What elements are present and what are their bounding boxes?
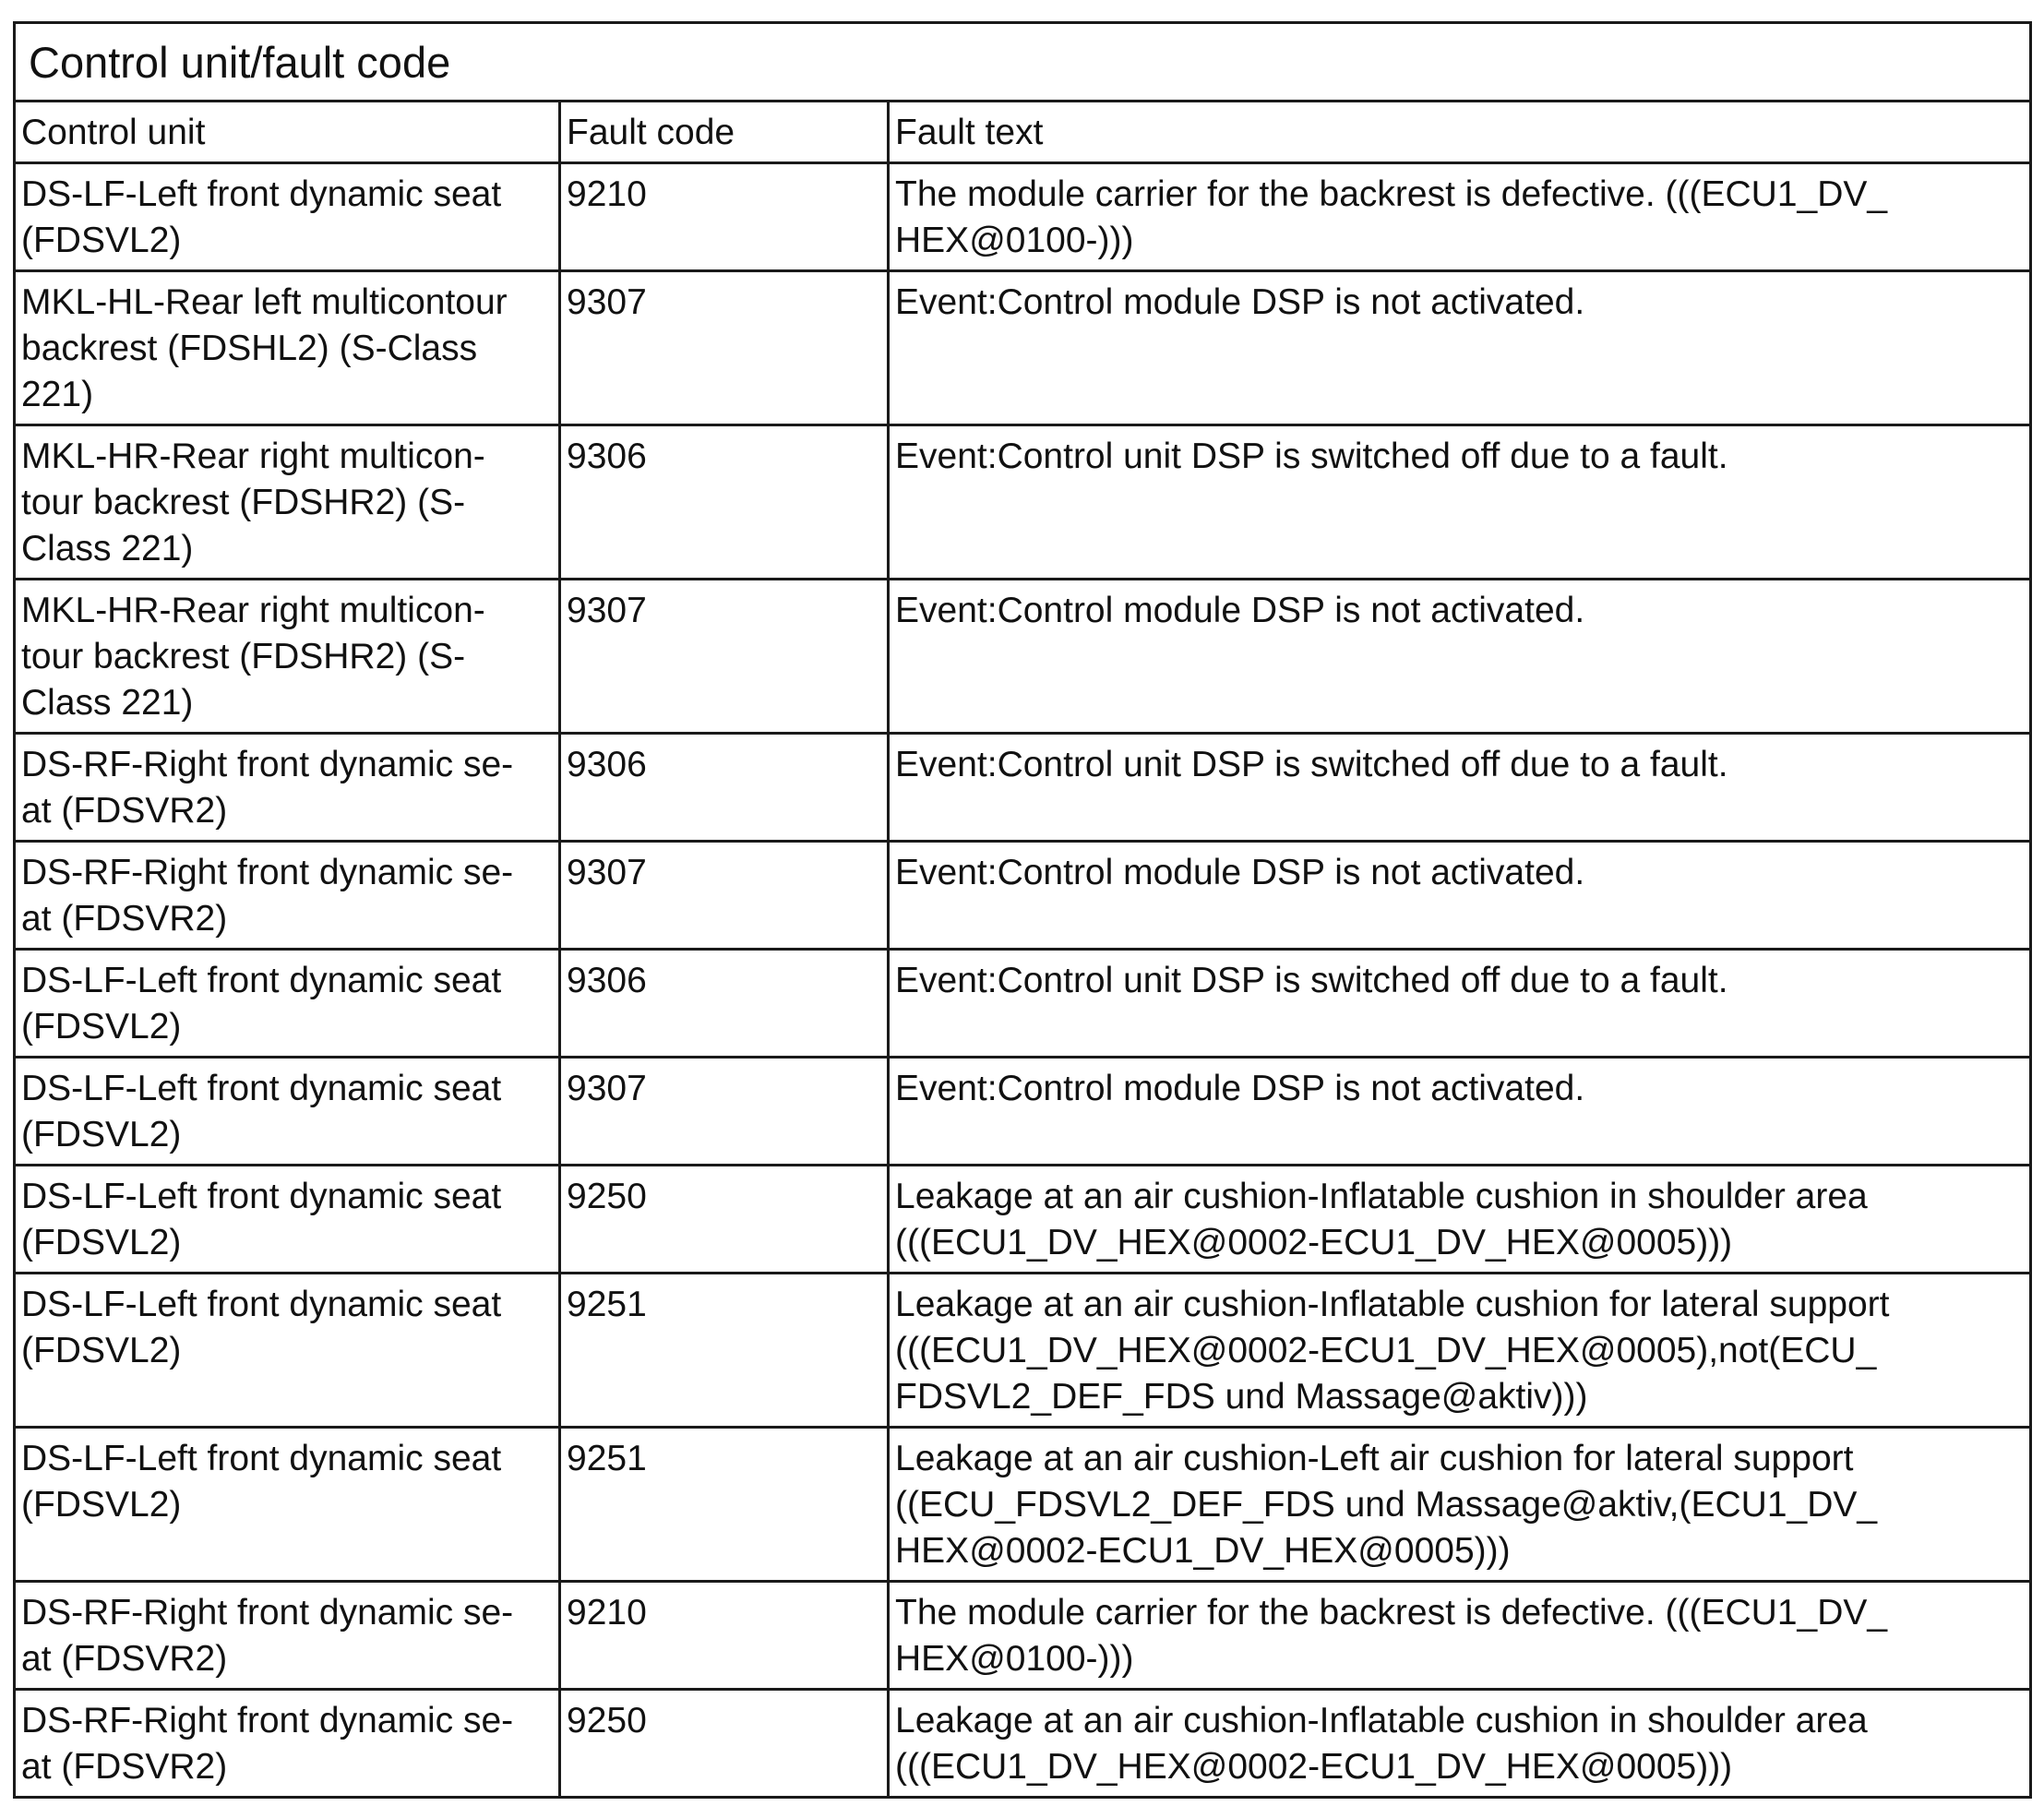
cell-fault-text: Event:Control module DSP is not activated. bbox=[889, 271, 2031, 425]
table-row bbox=[15, 1058, 2031, 1166]
cell-control-unit: DS-LF-Left front dynamic seat (FDSVL2) bbox=[15, 1428, 560, 1582]
cell-control-unit: DS-LF-Left front dynamic seat (FDSVL2) bbox=[15, 1166, 560, 1274]
fault-code-table bbox=[13, 21, 2032, 1799]
table-title-row bbox=[15, 23, 2031, 102]
cell-fault-text: Event:Control module DSP is not activated. bbox=[889, 1058, 2031, 1166]
cell-fault-text: Event:Control unit DSP is switched off due to a fault. bbox=[889, 425, 2031, 580]
cell-control-unit: DS-LF-Left front dynamic seat (FDSVL2) bbox=[15, 1274, 560, 1428]
table-row bbox=[15, 1166, 2031, 1274]
cell-fault-text: Event:Control unit DSP is switched off due to a fault. bbox=[889, 734, 2031, 842]
cell-fault-code: 9307 bbox=[560, 580, 889, 734]
table-row bbox=[15, 1582, 2031, 1690]
cell-control-unit: DS-RF-Right front dynamic se- at (FDSVR2) bbox=[15, 734, 560, 842]
table-row bbox=[15, 1690, 2031, 1798]
cell-fault-text: Event:Control module DSP is not activated. bbox=[889, 580, 2031, 734]
cell-fault-code: 9250 bbox=[560, 1690, 889, 1798]
cell-fault-text: Event:Control module DSP is not activated. bbox=[889, 842, 2031, 950]
table-row bbox=[15, 425, 2031, 580]
cell-fault-text: Leakage at an air cushion-Inflatable cushion in shoulder area (((ECU1_DV_HEX@0002-ECU1_DV_HEX@0005))) bbox=[889, 1690, 2031, 1798]
cell-fault-text: Leakage at an air cushion-Inflatable cushion for lateral support (((ECU1_DV_HEX@0002-ECU1_DV_HEX@0005),not(ECU_ FDSVL2_DEF_FDS und Massage@aktiv))) bbox=[889, 1274, 2031, 1428]
table-body bbox=[15, 163, 2031, 1798]
table-title: Control unit/fault code bbox=[15, 23, 2031, 102]
table-row bbox=[15, 1274, 2031, 1428]
cell-control-unit: MKL-HR-Rear right multicon- tour backrest (FDSHR2) (S- Class 221) bbox=[15, 425, 560, 580]
table-row bbox=[15, 734, 2031, 842]
cell-fault-code: 9307 bbox=[560, 842, 889, 950]
table-row bbox=[15, 580, 2031, 734]
cell-fault-text: The module carrier for the backrest is defective. (((ECU1_DV_ HEX@0100-))) bbox=[889, 1582, 2031, 1690]
cell-control-unit: DS-LF-Left front dynamic seat (FDSVL2) bbox=[15, 1058, 560, 1166]
cell-fault-text: The module carrier for the backrest is defective. (((ECU1_DV_ HEX@0100-))) bbox=[889, 163, 2031, 271]
cell-control-unit: DS-RF-Right front dynamic se- at (FDSVR2) bbox=[15, 842, 560, 950]
table-row bbox=[15, 1428, 2031, 1582]
cell-fault-text: Event:Control unit DSP is switched off due to a fault. bbox=[889, 950, 2031, 1058]
header-fault-code: Fault code bbox=[560, 102, 889, 163]
cell-fault-code: 9307 bbox=[560, 1058, 889, 1166]
table-header-row bbox=[15, 102, 2031, 163]
header-fault-text: Fault text bbox=[889, 102, 2031, 163]
cell-control-unit: DS-LF-Left front dynamic seat (FDSVL2) bbox=[15, 950, 560, 1058]
table-row bbox=[15, 950, 2031, 1058]
header-control-unit: Control unit bbox=[15, 102, 560, 163]
cell-fault-code: 9251 bbox=[560, 1428, 889, 1582]
cell-fault-text: Leakage at an air cushion-Inflatable cushion in shoulder area (((ECU1_DV_HEX@0002-ECU1_DV_HEX@0005))) bbox=[889, 1166, 2031, 1274]
table-row bbox=[15, 842, 2031, 950]
cell-fault-code: 9306 bbox=[560, 734, 889, 842]
cell-fault-code: 9307 bbox=[560, 271, 889, 425]
cell-fault-code: 9251 bbox=[560, 1274, 889, 1428]
cell-control-unit: DS-LF-Left front dynamic seat (FDSVL2) bbox=[15, 163, 560, 271]
cell-control-unit: DS-RF-Right front dynamic se- at (FDSVR2) bbox=[15, 1582, 560, 1690]
cell-fault-code: 9306 bbox=[560, 950, 889, 1058]
table-row bbox=[15, 271, 2031, 425]
cell-control-unit: MKL-HL-Rear left multicontour backrest (FDSHL2) (S-Class 221) bbox=[15, 271, 560, 425]
cell-fault-code: 9210 bbox=[560, 1582, 889, 1690]
cell-fault-text: Leakage at an air cushion-Left air cushion for lateral support ((ECU_FDSVL2_DEF_FDS und Massage@aktiv,(ECU1_DV_ HEX@0002-ECU1_DV_HEX@0005))) bbox=[889, 1428, 2031, 1582]
cell-fault-code: 9210 bbox=[560, 163, 889, 271]
table-row bbox=[15, 163, 2031, 271]
cell-control-unit: DS-RF-Right front dynamic se- at (FDSVR2) bbox=[15, 1690, 560, 1798]
cell-control-unit: MKL-HR-Rear right multicon- tour backrest (FDSHR2) (S- Class 221) bbox=[15, 580, 560, 734]
cell-fault-code: 9306 bbox=[560, 425, 889, 580]
cell-fault-code: 9250 bbox=[560, 1166, 889, 1274]
